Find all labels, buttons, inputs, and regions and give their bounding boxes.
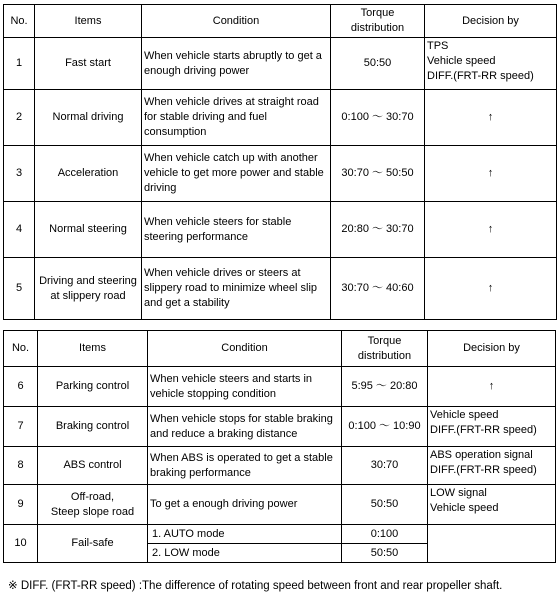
decision-cell [428, 485, 556, 525]
decision-line: Vehicle speed [430, 409, 499, 421]
decision-cell [425, 202, 557, 258]
torque-table-2 [3, 330, 556, 563]
header-row [4, 5, 557, 38]
col-decision-header: Decision by [425, 5, 557, 38]
row-number: 3 [4, 146, 35, 202]
table-row [4, 367, 556, 407]
item-cell [35, 202, 142, 258]
same-as-above-arrow: ↑ [488, 380, 495, 392]
condition-cell: When vehicle steers and starts in vehicle stopping condition [148, 367, 342, 407]
decision-line: DIFF.(FRT-RR speed) [430, 464, 537, 476]
condition-cell: When vehicle drives or steers at slippery road to minimize wheel slip and get a stability [142, 258, 331, 320]
decision-line: Vehicle speed [427, 55, 496, 67]
decision-cell [425, 258, 557, 320]
item-label: Driving and steering [39, 274, 137, 287]
decision-line: DIFF.(FRT-RR speed) [427, 70, 534, 82]
table-row [4, 38, 557, 90]
same-as-above-arrow: ↑ [487, 111, 494, 123]
decision-line: DIFF.(FRT-RR speed) [430, 424, 537, 436]
torque-header-line2: distribution [357, 349, 412, 362]
row-number: 9 [4, 485, 38, 525]
col-no-header: No. [4, 331, 38, 367]
table-row [4, 447, 556, 485]
condition-cell: When vehicle drives at straight road for stable driving and fuel consumption [142, 90, 331, 146]
torque-table-1 [3, 4, 557, 320]
col-no-header: No. [4, 5, 35, 38]
table-row [4, 90, 557, 146]
item-cell [38, 485, 148, 525]
item-label: Parking control [55, 380, 130, 392]
failsafe-torque: 50:50 [342, 544, 428, 563]
item-label: at slippery road [50, 289, 126, 302]
failsafe-mode: 2. LOW mode [148, 544, 342, 563]
item-cell [35, 146, 142, 202]
decision-line: TPS [427, 40, 449, 52]
item-cell [38, 407, 148, 447]
torque-header-line2: distribution [350, 22, 405, 34]
same-as-above-arrow: ↑ [487, 167, 494, 179]
torque-cell: 0:100 ～ 10:90 [342, 407, 428, 447]
item-cell [38, 367, 148, 407]
col-items-header: Items [38, 331, 148, 367]
decision-cell [425, 90, 557, 146]
torque-cell: 20:80 ～ 30:70 [331, 202, 425, 258]
item-cell [35, 258, 142, 320]
col-torque-header [331, 5, 425, 38]
same-as-above-arrow: ↑ [487, 223, 494, 235]
decision-line: ABS operation signal [430, 449, 533, 461]
decision-cell [428, 525, 556, 563]
condition-cell: When ABS is operated to get a stable braking performance [148, 447, 342, 485]
table-row [4, 258, 557, 320]
condition-cell: When vehicle starts abruptly to get a enough driving power [142, 38, 331, 90]
decision-cell [428, 447, 556, 485]
col-decision-header: Decision by [428, 331, 556, 367]
decision-cell [428, 407, 556, 447]
item-label: Acceleration [57, 167, 119, 179]
col-items-header: Items [35, 5, 142, 38]
row-number: 5 [4, 258, 35, 320]
row-number: 7 [4, 407, 38, 447]
row-number: 4 [4, 202, 35, 258]
condition-cell: To get a enough driving power [148, 485, 342, 525]
decision-cell [428, 367, 556, 407]
col-condition-header: Condition [148, 331, 342, 367]
item-label: Braking control [55, 420, 130, 432]
table-2-body [4, 367, 556, 563]
item-cell [35, 38, 142, 90]
failsafe-mode: 1. AUTO mode [148, 525, 342, 544]
item-label: Off-road, [70, 490, 115, 503]
footnote: ※ DIFF. (FRT-RR speed) :The difference of rotating speed between front and rear propeller shaft. [8, 580, 503, 592]
decision-line: LOW signal [430, 487, 487, 499]
decision-cell [425, 38, 557, 90]
torque-cell: 30:70 ～ 40:60 [331, 258, 425, 320]
failsafe-row [4, 525, 556, 544]
torque-cell: 50:50 [331, 38, 425, 90]
torque-cell: 30:70 [342, 447, 428, 485]
item-label: Fast start [65, 57, 111, 69]
condition-cell: When vehicle catch up with another vehicle to get more power and stable driving [142, 146, 331, 202]
header-row [4, 331, 556, 367]
torque-cell: 50:50 [342, 485, 428, 525]
torque-header-line1: Torque [360, 7, 395, 19]
torque-cell: 5:95 ～ 20:80 [342, 367, 428, 407]
failsafe-torque: 0:100 [342, 525, 428, 544]
decision-line: Vehicle speed [430, 502, 499, 514]
col-torque-header [342, 331, 428, 367]
torque-cell: 0:100 ～ 30:70 [331, 90, 425, 146]
torque-header-line1: Torque [367, 334, 402, 347]
condition-cell: When vehicle steers for stable steering performance [142, 202, 331, 258]
table-row [4, 485, 556, 525]
torque-cell: 30:70 ～ 50:50 [331, 146, 425, 202]
row-number: 8 [4, 447, 38, 485]
row-number: 6 [4, 367, 38, 407]
row-number: 1 [4, 38, 35, 90]
row-number: 2 [4, 90, 35, 146]
same-as-above-arrow: ↑ [487, 282, 494, 294]
item-cell: Fail-safe [38, 525, 148, 563]
table-row [4, 202, 557, 258]
row-number: 10 [4, 525, 38, 563]
item-cell [38, 447, 148, 485]
col-condition-header: Condition [142, 5, 331, 38]
table-row [4, 146, 557, 202]
table-1-body [4, 38, 557, 320]
item-label: Steep slope road [50, 505, 135, 518]
condition-cell: When vehicle stops for stable braking and reduce a braking distance [148, 407, 342, 447]
item-label: Normal steering [49, 223, 127, 235]
item-label: ABS control [63, 459, 122, 471]
item-label: Normal driving [52, 111, 124, 123]
table-row [4, 407, 556, 447]
item-cell [35, 90, 142, 146]
decision-cell [425, 146, 557, 202]
